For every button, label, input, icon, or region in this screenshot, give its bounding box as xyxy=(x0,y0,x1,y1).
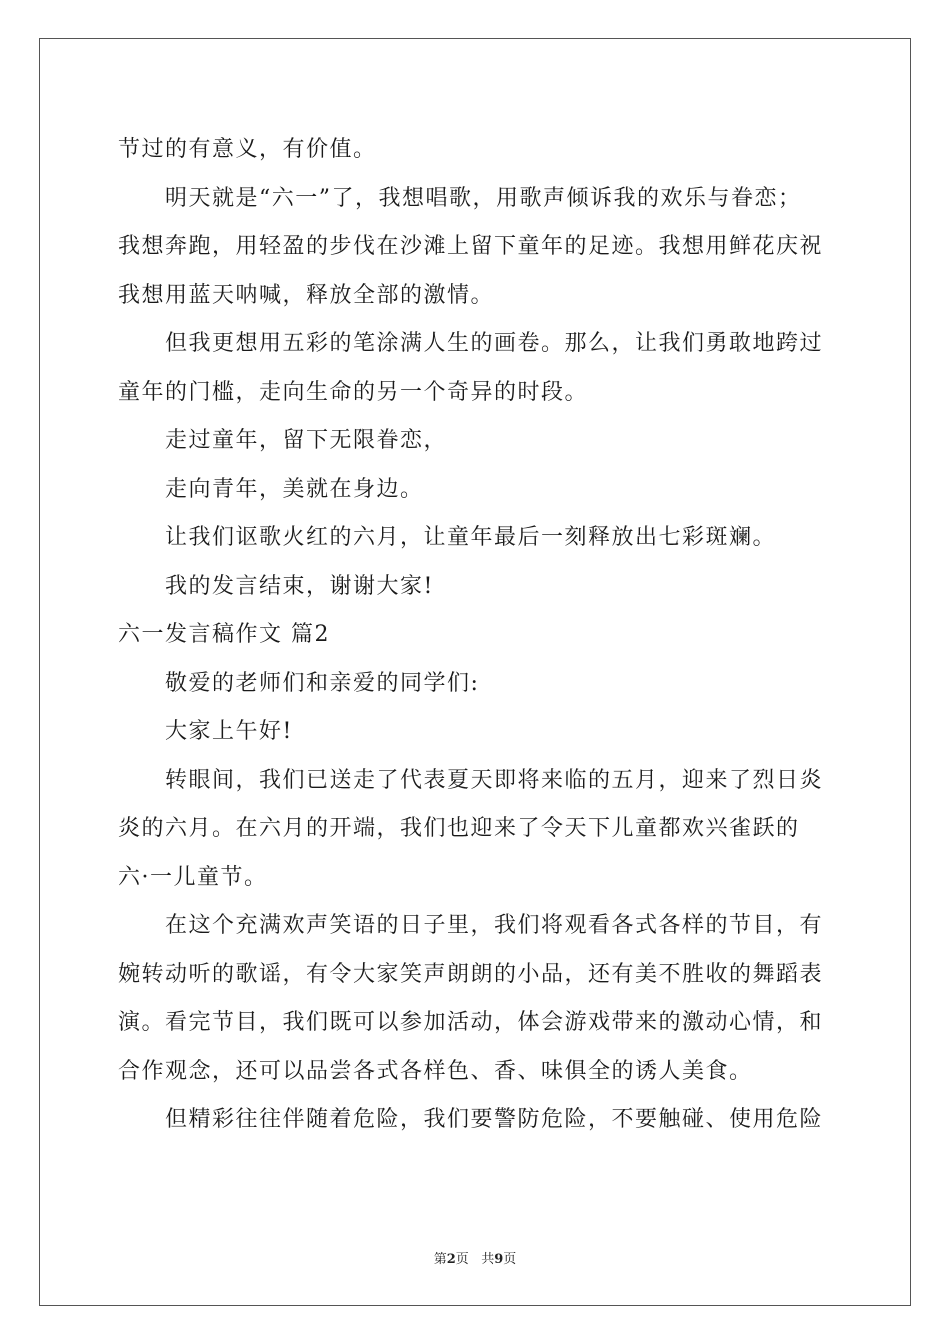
text-line: 节过的有意义，有价值。 xyxy=(118,137,377,162)
total-pages: 9 xyxy=(494,1252,504,1267)
text-line: 我想用蓝天呐喊，释放全部的激情。 xyxy=(118,282,495,308)
text-line: 明天就是“六一”了，我想唱歌，用歌声倾诉我的欢乐与眷恋； xyxy=(165,185,802,211)
text-line: 我想奔跑，用轻盈的步伐在沙滩上留下童年的足迹。我想用鲜花庆祝 xyxy=(118,234,824,259)
text-line: 但我更想用五彩的笔涂满人生的画卷。那么，让我们勇敢地跨过 xyxy=(165,331,824,356)
salutation: 敬爱的老师们和亲爱的同学们: xyxy=(165,670,480,696)
text-line: 炎的六月。在六月的开端，我们也迎来了令天下儿童都欢兴雀跃的 xyxy=(118,816,800,841)
total-prefix: 共 xyxy=(481,1252,495,1267)
text-line: 让我们讴歌火红的六月，让童年最后一刻释放出七彩斑斓。 xyxy=(165,525,777,550)
section-heading: 六一发言稿作文 篇2 xyxy=(118,622,330,647)
text-line: 在这个充满欢声笑语的日子里，我们将观看各式各样的节目，有 xyxy=(165,913,824,938)
greeting: 大家上午好! xyxy=(165,719,293,744)
text-line: 走向青年，美就在身边。 xyxy=(165,476,424,502)
text-line: 但精彩往往伴随着危险，我们要警防危险，不要触碰、使用危险 xyxy=(165,1107,824,1132)
page-suffix: 页 xyxy=(455,1252,469,1267)
page-number: 2 xyxy=(446,1252,456,1267)
page-prefix: 第 xyxy=(433,1252,447,1267)
text-line: 婉转动听的歌谣，有令大家笑声朗朗的小品，还有美不胜收的舞蹈表 xyxy=(118,961,824,987)
text-line: 六·一儿童节。 xyxy=(118,864,268,890)
total-suffix: 页 xyxy=(503,1252,517,1267)
text-line: 转眼间，我们已送走了代表夏天即将来临的五月，迎来了烈日炎 xyxy=(165,767,824,793)
text-line: 演。看完节目，我们既可以参加活动，体会游戏带来的激动心情，和 xyxy=(118,1010,824,1035)
text-line: 走过童年，留下无限眷恋， xyxy=(165,428,448,453)
text-line: 合作观念，还可以品尝各式各样色、香、味俱全的诱人美食。 xyxy=(118,1058,753,1084)
page-footer xyxy=(0,1248,950,1267)
document-body xyxy=(118,126,834,1145)
text-line: 我的发言结束，谢谢大家! xyxy=(165,573,434,599)
text-line: 童年的门槛，走向生命的另一个奇异的时段。 xyxy=(118,379,589,405)
